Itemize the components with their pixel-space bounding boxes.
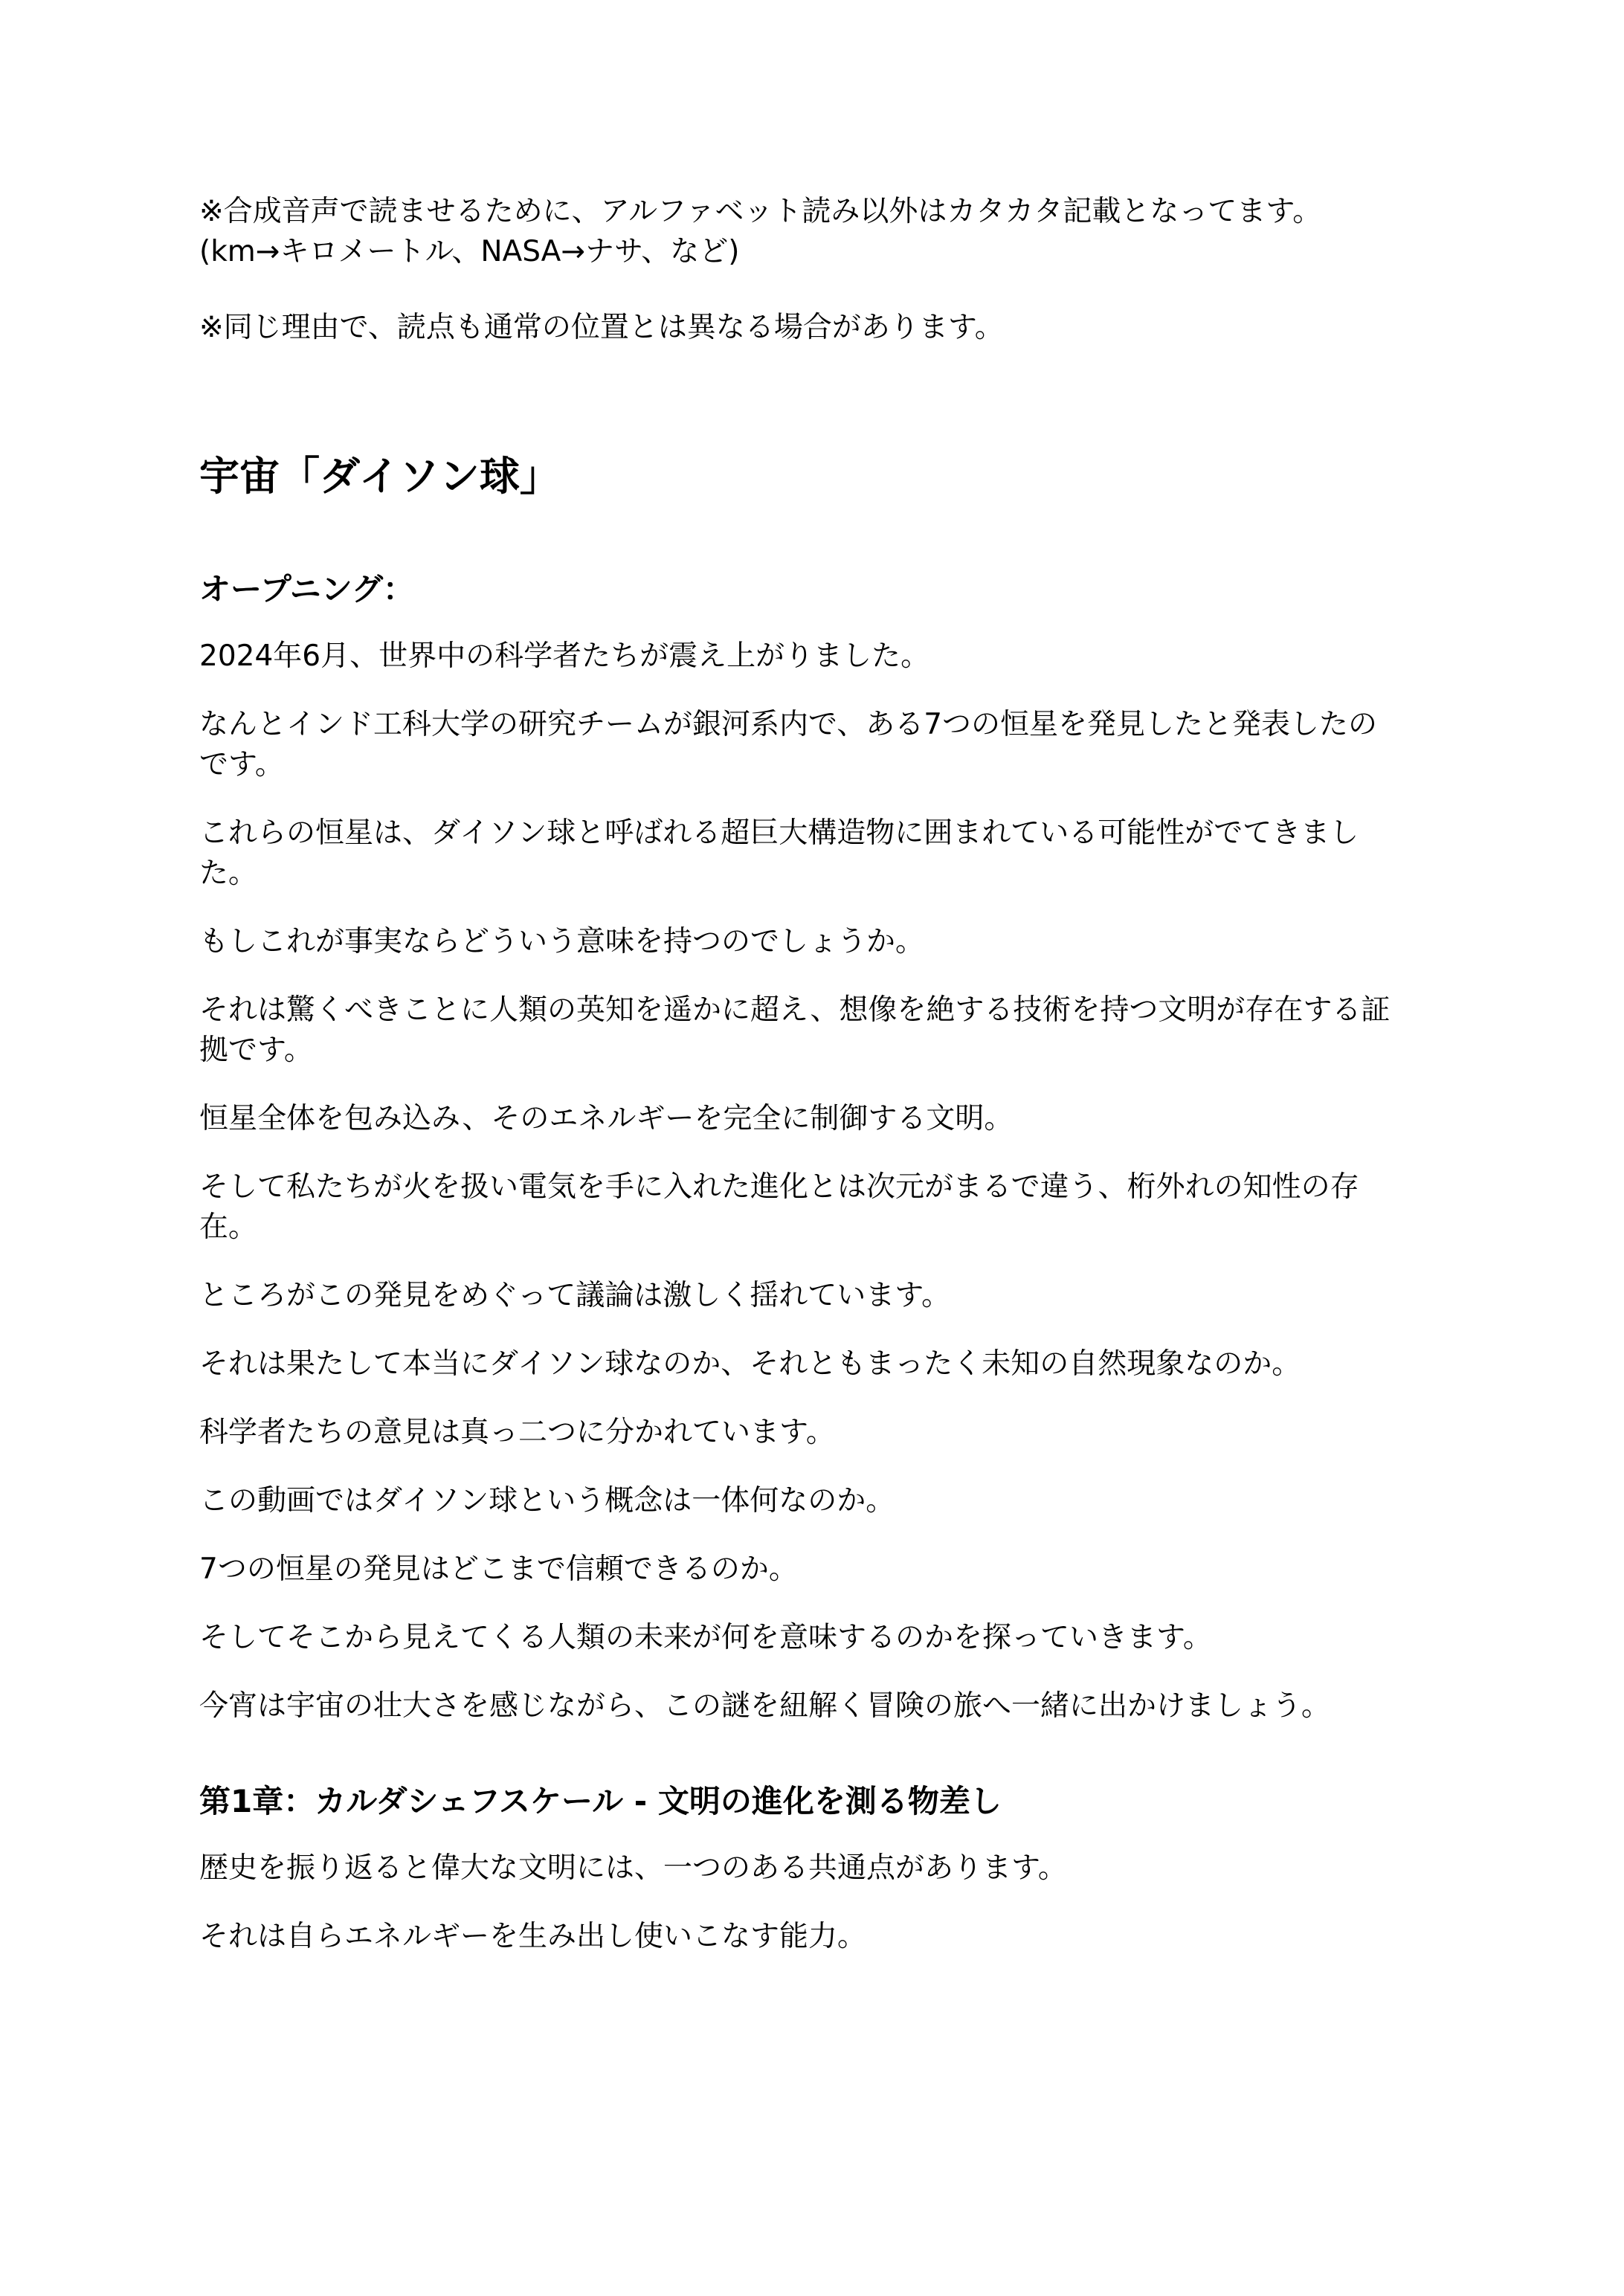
paragraph [199, 1481, 1449, 1521]
paragraph [199, 705, 1449, 785]
note-block [199, 308, 1449, 348]
note-line: ※合成音声で読ませるために、アルファベット読み以外はカタカタ記載となってます。 [199, 195, 1322, 228]
paragraph-line: それは驚くべきことに人類の英知を遥かに超え、想像を絶する技術を持つ文明が存在する証 [199, 993, 1391, 1027]
paragraph-line: 歴史を振り返ると偉大な文明には、一つのある共通点があります。 [199, 1851, 1067, 1885]
paragraph-line: 科学者たちの意見は真っ二つに分かれています。 [199, 1416, 835, 1449]
paragraph-line: そしてそこから見えてくる人類の未来が何を意味するのかを探っていきます。 [199, 1621, 1212, 1654]
paragraph-line: もしこれが事実ならどういう意味を持つのでしょうか。 [199, 925, 925, 958]
section-body [199, 636, 1449, 1726]
paragraph-line: た。 [199, 857, 258, 890]
paragraph [199, 1413, 1449, 1453]
paragraph-line: 2024年6月、世界中の科学者たちが震え上がりました。 [199, 639, 930, 673]
paragraph-line: それは自らエネルギーを生み出し使いこなす能力。 [199, 1920, 867, 1953]
paragraph [199, 1344, 1449, 1384]
paragraph-line: 在。 [199, 1210, 258, 1244]
paragraph-line: です。 [199, 748, 284, 781]
paragraph [199, 922, 1449, 962]
document-page [199, 192, 1449, 1985]
paragraph-line: なんとインド工科大学の研究チームが銀河系内で、ある7つの恒星を発見したと発表したの [199, 708, 1378, 741]
section-heading: オープニング： [199, 571, 414, 607]
note-block [199, 192, 1449, 272]
document-title: 宇宙「ダイソン球」 [199, 453, 560, 500]
paragraph-line: 拠です。 [199, 1033, 313, 1067]
paragraph [199, 1848, 1449, 1889]
paragraph [199, 1550, 1449, 1590]
note-line: ※同じ理由で、読点も通常の位置とは異なる場合があります。 [199, 311, 1004, 344]
note-line: (km→キロメートル、NASA→ナサ、など) [199, 235, 740, 268]
paragraph [199, 1618, 1449, 1658]
paragraph-line: ところがこの発見をめぐって議論は激しく揺れています。 [199, 1279, 951, 1312]
paragraph-line: これらの恒星は、ダイソン球と呼ばれる超巨大構造物に囲まれている可能性がでてきまし [199, 816, 1359, 850]
paragraph-line: そして私たちが火を扱い電気を手に入れた進化とは次元がまるで違う、桁外れの知性の存 [199, 1170, 1359, 1204]
paragraph [199, 1099, 1449, 1139]
paragraph [199, 813, 1449, 894]
paragraph [199, 636, 1449, 677]
section-body [199, 1848, 1449, 1957]
paragraph-line: 恒星全体を包み込み、そのエネルギーを完全に制御する文明。 [199, 1102, 1014, 1135]
paragraph [199, 1167, 1449, 1248]
paragraph [199, 1917, 1449, 1957]
paragraph-line: 今宵は宇宙の壮大さを感じながら、この謎を紐解く冒険の旅へ一緒に出かけましょう。 [199, 1689, 1331, 1723]
paragraph-line: 7つの恒星の発見はどこまで信頼できるのか。 [199, 1552, 798, 1586]
paragraph-line: この動画ではダイソン球という概念は一体何なのか。 [199, 1484, 895, 1518]
paragraph [199, 990, 1449, 1071]
paragraph-line: それは果たして本当にダイソン球なのか、それともまったく未知の自然現象なのか。 [199, 1347, 1301, 1381]
paragraph [199, 1686, 1449, 1726]
section-heading: 第1章：カルダシェフスケール - 文明の進化を測る物差し [199, 1783, 1002, 1819]
paragraph [199, 1276, 1449, 1316]
